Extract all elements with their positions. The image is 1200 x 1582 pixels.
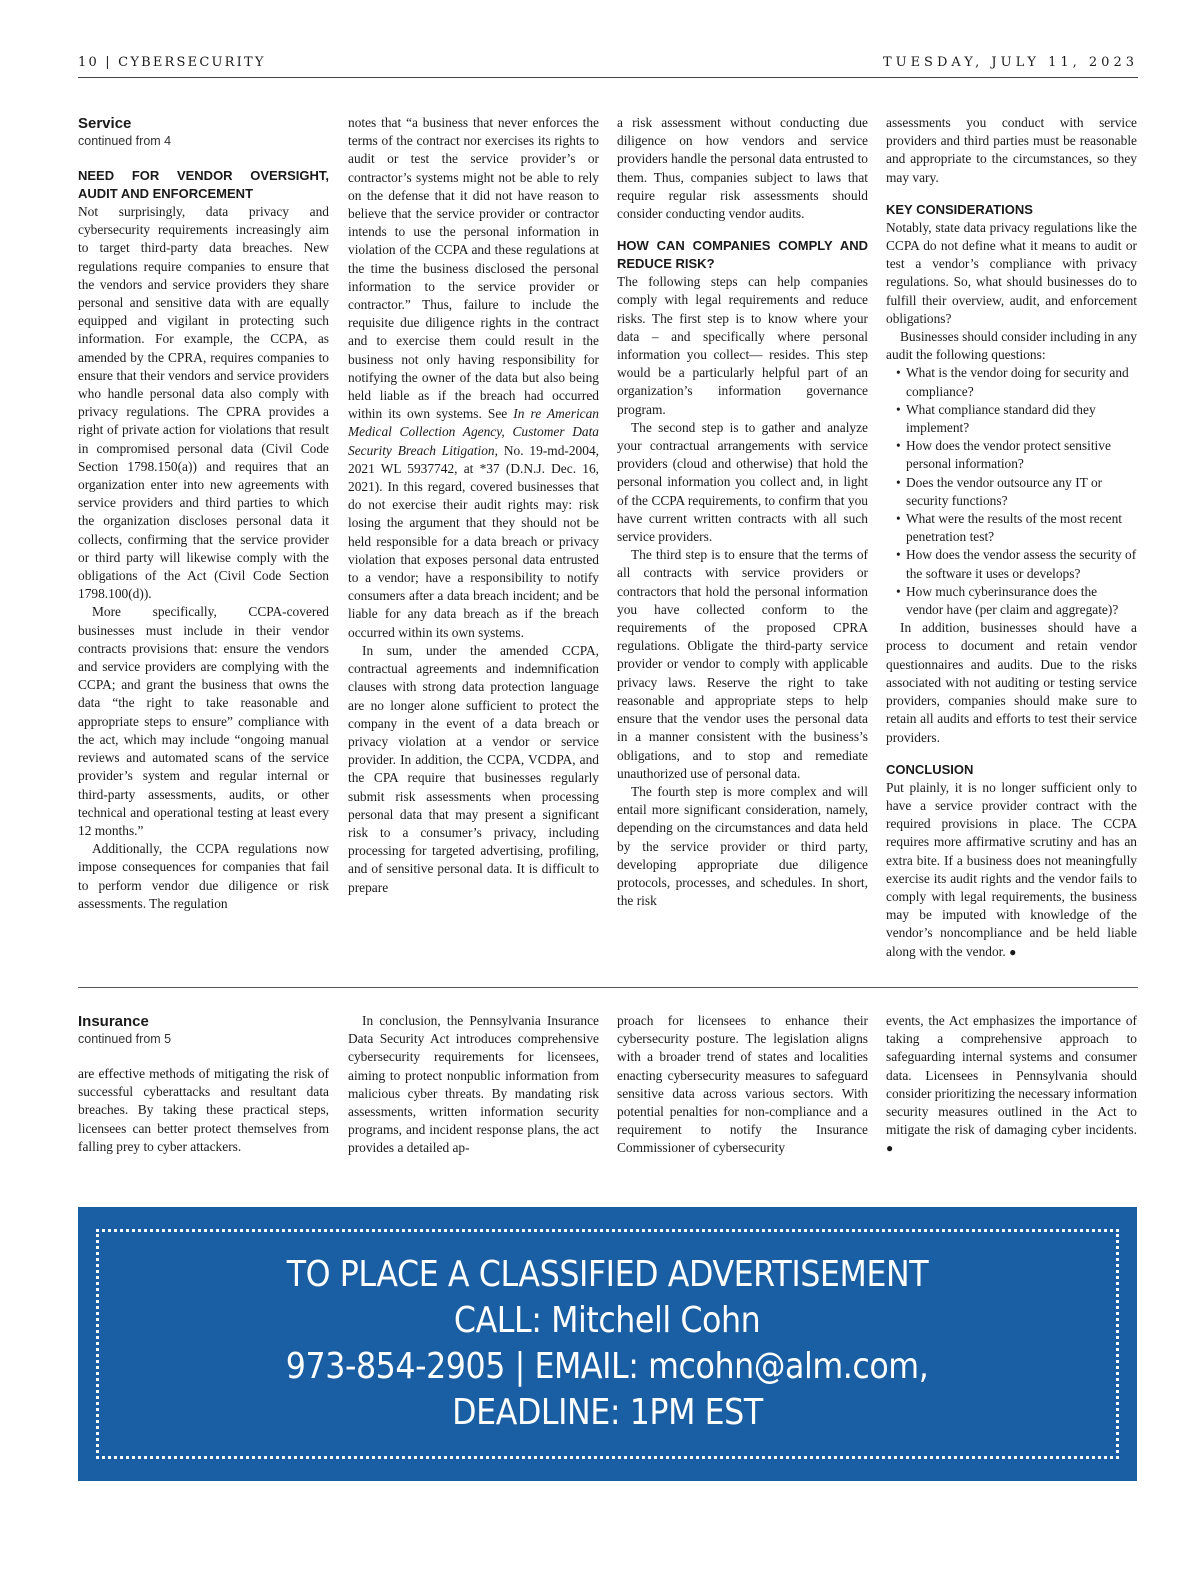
service-article [78,114,1138,974]
continued-from: continued from 5 [78,1032,172,1046]
paragraph: The following steps can help companies comply with legal requirements and reduce risks. The first step is to know where your data – and specifically where personal information you collect— resides. This step would be a particularly helpful part of an organization’s information governance program. [617,274,868,417]
list-item: • How does the vendor protect sensitive personal information? [906,437,1137,473]
paragraph: proach for licensees to enhance their cybersecurity posture. The legislation aligns with a broader trend of states and localities enacting cybersecurity measures to safeguard sensitive data across various sectors. With potential penalties for non-compliance and a requirement to notify the Insurance Commissioner of cybersecurity [617,1013,868,1156]
ad-dotted-frame [96,1229,1119,1459]
text-run: , No. 19-md-2004, 2021 WL 5937742, at *37 (D.N.J. Dec. 16, 2021). In this regard, covered businesses that do not exercise their audit rights may: risk losing the argument that they should not be held responsible for a data breach or privacy violation that exposes personal data entrusted to a vendor; have a responsibility to notify consumers after a data breach incident; and be liable for any data breach as if the breach occurred within its own systems. [348,442,599,640]
paragraph: assessments you conduct with service providers and third parties must be reasonable and appropriate to the circumstances, so they may vary. [886,115,1137,185]
paragraph: a risk assessment without conducting due diligence on how vendors and service providers handle the personal data entrusted to them. Thus, companies subject to laws that require regular risk assessments should consider conducting vendor audits. [617,115,868,222]
text-run: events, the Act emphasizes the importance of taking a comprehensive approach to safeguarding internal systems and consumer data. Licensees in Pennsylvania should consider prioritizing the necessary information security measures outlined in the Act to mitigate the risk of damaging cyber incidents. [886,1013,1137,1138]
paragraph: The third step is to ensure that the terms of all contracts with service providers or contractors that hold the personal information you have collected conform to the requirements of the proposed CPRA regulations. Obligate the third-party service provider or vendor to comply with applicable privacy laws. Reserve the right to take reasonable and appropriate steps to help ensure that the vendor uses the personal data in a manner consistent with the business’s obligations, and to stop and remediate unauthorized use of personal data. [617,547,868,781]
subheading: KEY CONSIDERATIONS [886,201,1033,217]
ad-contact-name: CALL: Mitchell Cohn [454,1300,761,1341]
case-citation: In re American Medical Collection Agency, Customer Data Security Breach Litigation [348,406,600,458]
paragraph [886,1012,1137,1158]
insurance-column-3 [617,1012,868,1158]
subheading: NEED FOR VENDOR OVERSIGHT, AUDIT AND ENFORCEMENT [78,168,329,201]
service-column-4 [886,114,1137,961]
issue-date: TUESDAY, JULY 11, 2023 [882,55,1138,70]
subheading: CONCLUSION [886,761,974,777]
paragraph [886,779,1137,961]
service-column-3 [617,114,868,910]
paragraph: The second step is to gather and analyze your contractual arrangements with service providers (cloud and otherwise) that hold the personal information you collect and, in light of the CCPA requirements, to confirm that you have current written contracts with all such service providers. [617,419,868,545]
insurance-article [78,1012,1138,1182]
insurance-column-1 [78,1012,329,1156]
text-run: Put plainly, it is no longer sufficient only to have a service provider contract with the required provisions in place. The CCPA requires more affirmative scrutiny and has an extra bite. If a business does not meaningfully exercise its audit rights and the vendor fails to comply with legal requirements, the business may be imputed with knowledge of the vendor’s noncompliance and be held liable along with the vendor. [886,779,1137,959]
section-divider [78,987,1138,988]
article-title: Service [78,115,132,132]
ad-deadline: DEADLINE: 1PM EST [452,1392,763,1433]
paragraph: Businesses should consider including in any audit the following questions: [886,329,1137,363]
list-item: • What compliance standard did they implement? [906,401,1137,437]
paragraph [348,114,599,642]
list-item: • How does the vendor assess the security of the software it uses or develops? [906,546,1137,582]
list-item: • Does the vendor outsource any IT or security functions? [906,474,1137,510]
classified-ad-banner [78,1207,1137,1481]
audit-questions-list [886,364,1137,619]
paragraph: Additionally, the CCPA regulations now impose consequences for companies that fail to perform vendor due diligence or risk assessments. The regulation [78,841,329,911]
paragraph: Not surprisingly, data privacy and cybersecurity requirements increasingly aim to target third-party data breaches. New regulations require companies to ensure that the vendors and service providers they share personal and sensitive data with are equally equipped and vigilant in protecting such information. For example, the CCPA, as amended by the CPRA, requires companies to ensure that their vendors and service providers who handle personal data also comply with privacy regulations. The CPRA provides a right of private action for violations that result in compromised personal data (Civil Code Section 1798.150(a)) and requires that an organization enter into new agreements with service providers and third parties to which the organization discloses personal data it collects, confirming that the service provider or third party will likewise comply with the obligations of the Act (Civil Code Section 1798.100(d)). [78,204,329,602]
service-column-1 [78,114,329,913]
insurance-column-4 [886,1012,1137,1158]
paragraph: are effective methods of mitigating the risk of successful cyberattacks and resultant data breaches. By taking these practical steps, licensees can better protect themselves from falling prey to cyber attackers. [78,1066,329,1154]
list-item: • What is the vendor doing for security and compliance? [906,364,1137,400]
paragraph: In sum, under the amended CCPA, contractual agreements and indemnification clauses with strong data protection language are no longer alone sufficient to protect the company in the event of a data breach or privacy violation at a vendor or service provider. In addition, the CCPA, VCDPA, and the CPA require that businesses regularly submit risk assessments when processing personal data that may present a significant risk to a consumer’s privacy, including processing for targeted advertising, profiling, and of sensitive personal data. It is difficult to prepare [348,642,599,895]
ad-phone-email: 973-854-2905 | EMAIL: mcohn@alm.com, [286,1346,929,1387]
list-item: • What were the results of the most recent penetration test? [906,510,1137,546]
insurance-column-2 [348,1012,599,1158]
paragraph: In addition, businesses should have a process to document and retain vendor questionnaires and audits. Due to the risks associated with not auditing or testing service providers, companies should make sure to retain all audits and efforts to test their service providers. [886,620,1137,745]
end-of-article-mark: ● [886,1141,894,1156]
end-of-article-mark: ● [1009,944,1017,959]
paragraph: Notably, state data privacy regulations like the CCPA do not define what it means to audit or test a vendor’s compliance with privacy regulations. So, what should businesses do to fulfill their overview, audit, and enforcement obligations? [886,219,1137,326]
list-item: • How much cyberinsurance does the vendor have (per claim and aggregate)? [906,583,1137,619]
subheading: HOW CAN COMPANIES COMPLY AND REDUCE RISK? [617,238,868,272]
service-column-2 [348,114,599,897]
paragraph: The fourth step is more complex and will entail more significant consideration, namely, depending on the circumstances and data held by the service provider or third party, developing appropriate due diligence protocols, processes, and schedules. In short, the risk [617,783,868,909]
section-label: 10 | CYBERSECURITY [78,55,266,70]
paragraph: In conclusion, the Pennsylvania Insurance Data Security Act introduces comprehensive cybersecurity requirements for licensees, aiming to protect nonpublic information from malicious cyber threats. By mandating risk assessments, written information security programs, and incident response plans, the act provides a detailed ap- [348,1013,599,1156]
article-title: Insurance [78,1013,149,1030]
ad-headline: TO PLACE A CLASSIFIED ADVERTISEMENT [286,1254,929,1295]
text-run: notes that “a business that never enforces the terms of the contract nor exercises its rights to audit or test the service provider’s or contractor’s systems might not be able to rely on the defense that it did not have reason to believe that the service provider or contractor intends to use the personal information in violation of the CCPA and these regulations at the time the business disclosed the personal information to the service provider or contractor.” Thus, failure to include the requisite due diligence rights in the contract and to exercise them could result in the business not only having responsibility for notifying the owner of the data but also being held liable as if the breach had occurred within its own systems. See [348,115,599,422]
continued-from: continued from 4 [78,134,172,148]
paragraph: More specifically, CCPA-covered businesses must include in their vendor contracts provisions that: ensure the vendors and service providers are complying with the CCPA; and grant the business that owns the data “the right to take reasonable and appropriate steps to ensure” compliance with the act, which may include “ongoing manual reviews and automated scans of the service provider’s system and regular internal or third-party assessments, audits, or other technical and operational testing at least every 12 months.” [78,604,329,838]
page-header [78,55,1138,78]
